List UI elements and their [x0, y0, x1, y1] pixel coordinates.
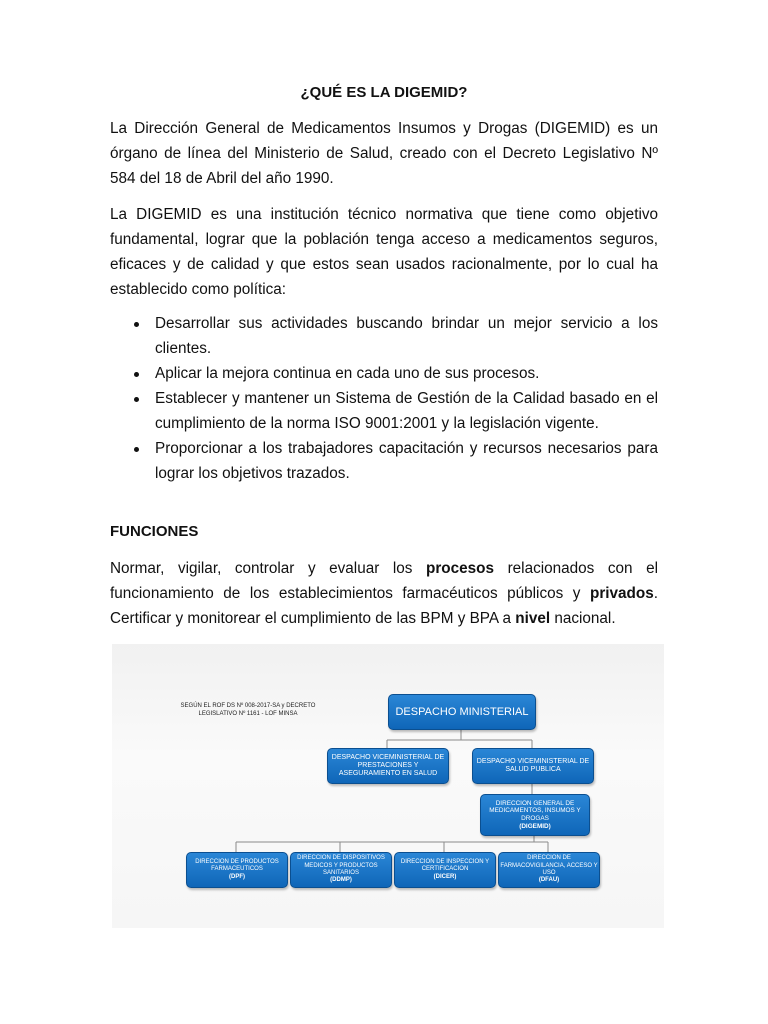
- org-chart: [112, 644, 664, 928]
- list-item: Desarrollar sus actividades buscando brindar un mejor servicio a los clientes.: [130, 311, 658, 361]
- bullet-icon: [134, 397, 139, 402]
- bullet-icon: [134, 322, 139, 327]
- intro-paragraph: La Dirección General de Medicamentos Insumos y Drogas (DIGEMID) es un órgano de línea del Ministerio de Salud, creado con el Decreto Legislativo Nº 584 del 18 de Abril del año 1990.: [110, 120, 658, 187]
- digemid-box: DIRECCION GENERAL DE MEDICAMENTOS, INSUMOS Y DROGAS (DIGEMID): [480, 794, 590, 836]
- mission-paragraph: La DIGEMID es una institución técnico normativa que tiene como objetivo fundamental, lograr que la población tenga acceso a medicamentos seguros, eficaces y de calidad y que estos sean usados racionalmente, por lo cual ha establecido como política:: [110, 206, 658, 298]
- vice-prestaciones-box: DESPACHO VICEMINISTERIAL DE PRESTACIONES Y ASEGURAMIENTO EN SALUD: [327, 748, 449, 784]
- list-item: Aplicar la mejora continua en cada uno de sus procesos.: [130, 361, 658, 386]
- bullet-icon: [134, 447, 139, 452]
- list-item: Establecer y mantener un Sistema de Gestión de la Calidad basado en el cumplimiento de la norma ISO 9001:2001 y la legislación vigente.: [130, 386, 658, 436]
- despacho-ministerial-box: DESPACHO MINISTERIAL: [388, 694, 536, 730]
- legal-note: SEGÚN EL ROF DS Nº 008-2017-SA y DECRETO LEGISLATIVO Nº 1161 - LOF MINSA: [180, 703, 316, 717]
- dpf-box: DIRECCION DE PRODUCTOS FARMACEUTICOS (DPF): [186, 852, 288, 888]
- functions-paragraph: Normar, vigilar, controlar y evaluar los procesos relacionados con el funcionamiento de los establecimientos farmacéuticos públicos y privados. Certificar y monitorear el cumplimiento de las BPM y BPA a nivel nacional.: [110, 560, 658, 627]
- dfau-box: DIRECCION DE FARMACOVIGILANCIA, ACCESO Y USO (DFAU): [498, 852, 600, 888]
- functions-heading: FUNCIONES: [110, 523, 199, 540]
- list-item: Proporcionar a los trabajadores capacitación y recursos necesarios para lograr los objetivos trazados.: [130, 436, 658, 486]
- vice-salud-publica-box: DESPACHO VICEMINISTERIAL DE SALUD PUBLICA: [472, 748, 594, 784]
- bullet-icon: [134, 372, 139, 377]
- page-title: ¿QUÉ ES LA DIGEMID?: [300, 84, 468, 101]
- policy-list: [130, 311, 658, 486]
- dicer-box: DIRECCION DE INSPECCION Y CERTIFICACION (DICER): [394, 852, 496, 888]
- ddmp-box: DIRECCION DE DISPOSITIVOS MEDICOS Y PRODUCTOS SANITARIOS (DDMP): [290, 852, 392, 888]
